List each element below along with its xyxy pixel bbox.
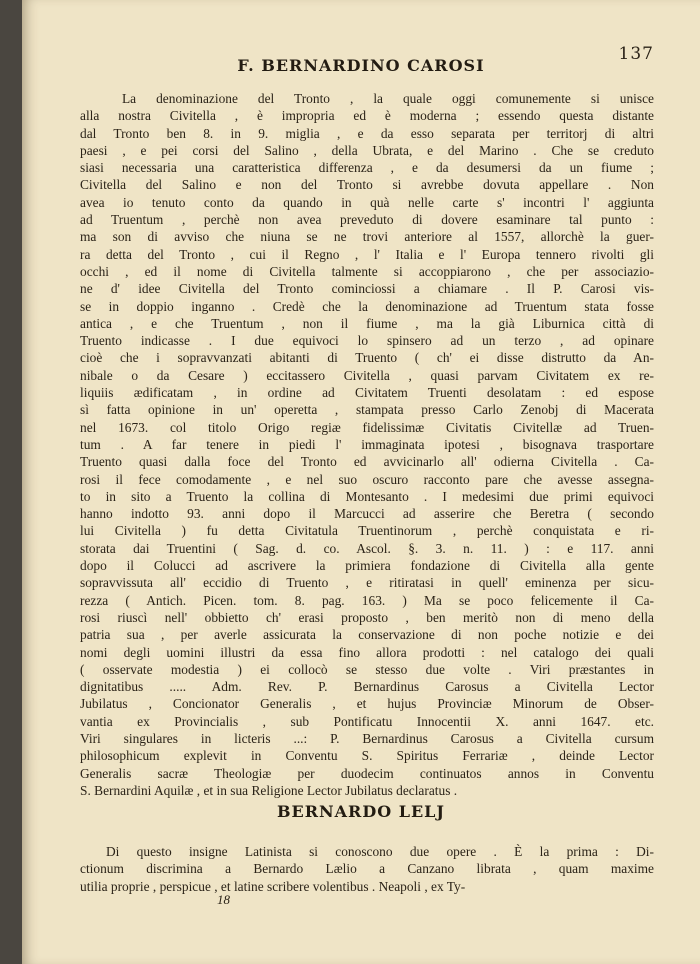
printer-signature-mark: 18 (217, 892, 230, 907)
paragraph-carosi (80, 90, 654, 799)
text-line: ne d' idee Civitella del Tronto cominciossi a chiamare . Il P. Carosi vis- (80, 281, 654, 297)
text-line: ra detta del Tronto , cui il Regno , l' Italia e l' Europa tennero rivolti gli (80, 246, 654, 262)
section-title-lelj: BERNARDO LELJ (277, 802, 445, 821)
text-line: storata dai Truentini ( Sag. d. co. Ascol. §. 3. n. 11. ) : e 117. anni (80, 540, 654, 556)
text-line: La denominazione del Tronto , la quale oggi comunemente si unisce (122, 91, 654, 106)
text-line: sopravvissuta all' eccidio di Truento , e ritiratasi in quell' eminenza per sicu- (80, 575, 654, 591)
text-line: Civitella del Salino e non del Tronto si avrebbe dovuta appellare . Non (80, 177, 654, 193)
text-line: ad Truentum , perchè non avea preveduto di dovere esaminare tal punto : (80, 212, 654, 228)
paragraph-lelj (80, 843, 654, 895)
section-title-carosi: F. BERNARDINO CAROSI (237, 56, 485, 75)
text-line: to in sito a Truento la collina di Montesanto . I medesimi due primi equivoci (80, 488, 654, 504)
text-line: vantia ex Provincialis , sub Pontificatu Innocentii X. anni 1647. etc. (80, 713, 654, 729)
text-line: tum . A far tenere in piedi l' immaginata ipotesi , bisognava trasportare (80, 436, 654, 452)
text-line: dignitatibus ..... Adm. Rev. P. Bernardinus Carosus a Civitella Lector (80, 679, 654, 695)
text-line: Di questo insigne Latinista si conoscono due opere . È la prima : Di- (106, 844, 654, 859)
text-line: utilia proprie , perspicue , et latine scribere volentibus . Neapoli , ex Ty- (80, 878, 466, 894)
text-line: nomi degli uomini illustri da essa fino allora prodotti : nel catalogo dei quali (80, 644, 654, 660)
text-line: rezza ( Antich. Picen. tom. 8. pag. 163. ) Ma se poco felicemente il Ca- (80, 592, 654, 608)
text-line: cioè che i sopravvanzati abitanti di Truento ( ch' ei disse distrutto da An- (80, 350, 654, 366)
book-page (22, 0, 700, 964)
text-line: philosophicum explevit in Conventu S. Spiritus Ferrariæ , deinde Lector (80, 748, 654, 764)
text-line: siasi necessaria una caratteristica differenza , e da desumersi da un fiume ; (80, 160, 654, 176)
text-line: Jubilatus , Concionator Generalis , et hujus Provinciæ Minorum de Obser- (80, 696, 654, 712)
text-line: Truento indicasse . I due equivoci lo spinsero ad un terzo , ad opinare (80, 333, 654, 349)
text-line: avea io tenuto conto da quando in quà nelle carte s' incontri l' aggiunta (80, 194, 654, 210)
text-line: paesi , e pei corsi del Salino , della Ubrata, e del Marino . Che se creduto (80, 142, 654, 158)
text-line: lui Civitella ) fu detta Civitatula Truentinorum , perchè conquistata e ri- (80, 523, 654, 539)
text-line: alla nostra Civitella , è impropria ed è moderna ; essendo questa distante (80, 108, 654, 124)
text-line: ma son di avviso che niuna se ne trovi anteriore al 1557, allorchè la guer- (80, 229, 654, 245)
text-line: hanno indotto 93. anni dopo il Marcucci ad asserire che Beretra ( secondo (80, 506, 654, 522)
text-line: nibale o da Cesare ) eccitassero Civitella , quasi parvam Civitatem ex re- (80, 367, 654, 383)
text-line: Viri singulares in licteris ...: P. Bernardinus Carosus a Civitella cursum (80, 730, 654, 746)
page-number: 137 (618, 44, 654, 64)
text-line: rosi il fece comodamente , e nel suo oscuro racconto pare che avesse assegna- (80, 471, 654, 487)
text-line: liquiis ædificatam , in ordine ad Civitatem Truenti desolatam : ed espose (80, 385, 654, 401)
text-line: se in doppio inganno . Credè che la denominazione ad Truentum stata fosse (80, 298, 654, 314)
text-line: ctionum discrimina a Bernardo Lælio a Canzano librata , quam maxime (80, 861, 654, 877)
text-line: Generalis sacræ Theologiæ per duodecim continuatos annos in Conventu (80, 765, 654, 781)
text-line: patria sua , per averle assicurata la conservazione di non poche notizie e dei (80, 627, 654, 643)
text-line: nel 1673. col titolo Origo regiæ fidelissimæ Civitatis Civitellæ ad Truen- (80, 419, 654, 435)
text-line: antica , e che Truentum , non il fiume , ma la già Liburnica città di (80, 315, 654, 331)
text-line: S. Bernardini Aquilæ , et in sua Religione Lector Jubilatus declaratus . (80, 782, 458, 798)
text-line: dal Tronto ben 8. in 9. miglia , e da esso separata per territorj di altri (80, 125, 654, 141)
text-line: dopo il Colucci ad ascrivere la primiera fondazione di Civitella alla gente (80, 558, 654, 574)
text-line: Truento quasi dalla foce del Tronto ed avvicinarlo all' odierna Civitella . Ca- (80, 454, 654, 470)
text-line: sì fatta opinione in un' operetta , stampata presso Carlo Zenobj di Macerata (80, 402, 654, 418)
text-line: rosi riuscì nell' obbietto ch' erasi proposto , ben meritò non di meno della (80, 609, 654, 625)
text-line: ( osservate modestia ) ei collocò se stesso due volte . Viri præstantes in (80, 661, 654, 677)
text-line: occhi , ed il nome di Civitella talmente si accoppiarono , che per associazio- (80, 263, 654, 279)
